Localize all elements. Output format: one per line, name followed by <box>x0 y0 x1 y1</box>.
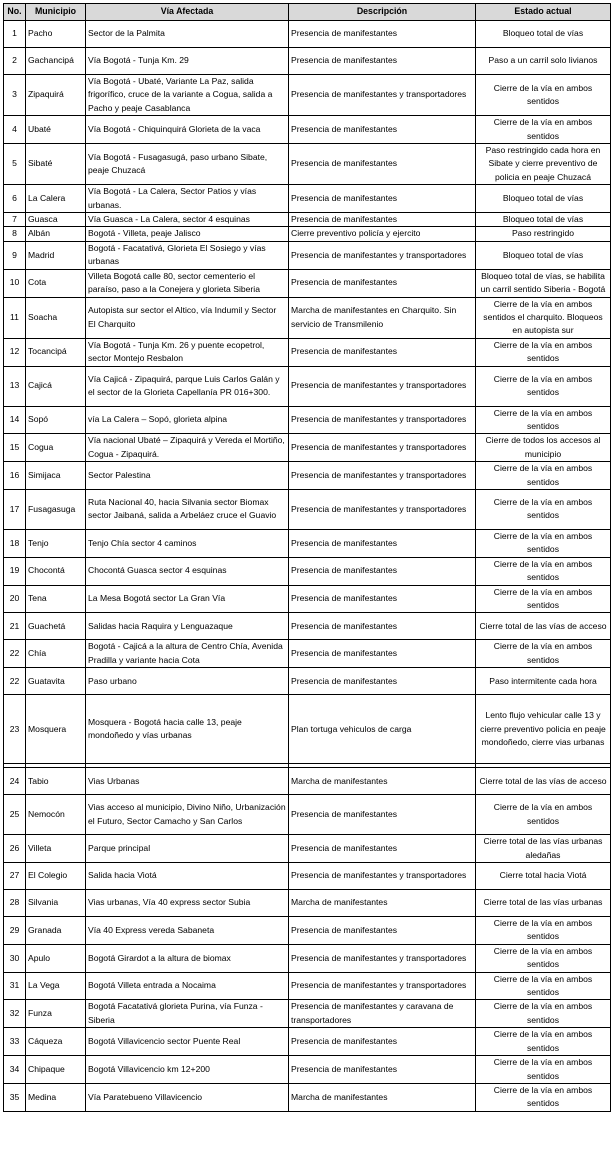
estado-actual-cell: Cierre total de las vías de acceso <box>476 768 611 795</box>
estado-actual-cell: Cierre de la vía en ambos sentidos <box>476 406 611 434</box>
municipio-cell: El Colegio <box>26 863 86 890</box>
municipio-cell: Sopó <box>26 406 86 434</box>
via-afectada-cell: vía La Calera – Sopó, glorieta alpina <box>86 406 289 434</box>
header-descripcion: Descripción <box>289 4 476 21</box>
via-afectada-cell: Villeta Bogotá calle 80, sector cementerio el paraíso, paso a la Conejera y glorieta Siberia <box>86 269 289 297</box>
estado-actual-cell: Cierre de todos los accesos al municipio <box>476 434 611 462</box>
row-number: 16 <box>4 462 26 490</box>
municipio-cell: Cota <box>26 269 86 297</box>
descripcion-cell: Presencia de manifestantes <box>289 557 476 585</box>
via-afectada-cell: Bogotá - Villeta, peaje Jalisco <box>86 227 289 241</box>
descripcion-cell: Presencia de manifestantes <box>289 338 476 366</box>
estado-actual-cell: Cierre de la vía en ambos sentidos <box>476 338 611 366</box>
table-row <box>4 890 611 917</box>
via-afectada-cell: La Mesa Bogotá sector La Gran Vía <box>86 585 289 613</box>
municipio-cell: Cajicá <box>26 366 86 406</box>
table-header-row <box>4 4 611 21</box>
municipio-cell: Guachetá <box>26 613 86 640</box>
municipio-cell: Guasca <box>26 213 86 227</box>
table-row <box>4 21 611 48</box>
table-row <box>4 1083 611 1111</box>
descripcion-cell: Presencia de manifestantes <box>289 269 476 297</box>
estado-actual-cell: Cierre de la vía en ambos sentidos <box>476 462 611 490</box>
municipio-cell: Tena <box>26 585 86 613</box>
municipio-cell: Cáqueza <box>26 1028 86 1056</box>
descripcion-cell: Cierre preventivo policía y ejercito <box>289 227 476 241</box>
via-afectada-cell: Vias acceso al municipio, Divino Niño, Urbanización el Futuro, Sector Camacho y San Carlos <box>86 795 289 835</box>
document-page <box>3 3 611 1112</box>
via-afectada-cell: Parque principal <box>86 835 289 863</box>
via-afectada-cell: Salida hacia Viotá <box>86 863 289 890</box>
via-afectada-cell: Sector Palestina <box>86 462 289 490</box>
estado-actual-cell: Lento flujo vehicular calle 13 y cierre preventivo policia en peaje mondoñedo, cierre vias urbanas <box>476 695 611 764</box>
descripcion-cell: Presencia de manifestantes y transportadores <box>289 972 476 1000</box>
descripcion-cell: Presencia de manifestantes <box>289 613 476 640</box>
row-number: 22 <box>4 640 26 668</box>
descripcion-cell: Presencia de manifestantes y transportadores <box>289 944 476 972</box>
descripcion-cell: Presencia de manifestantes <box>289 144 476 185</box>
header-estado-actual: Estado actual <box>476 4 611 21</box>
table-row <box>4 241 611 269</box>
table-row <box>4 75 611 116</box>
table-row <box>4 557 611 585</box>
via-afectada-cell: Vía Bogotá - La Calera, Sector Patios y vías urbanas. <box>86 185 289 213</box>
table-row <box>4 668 611 695</box>
descripcion-cell: Presencia de manifestantes <box>289 668 476 695</box>
table-row <box>4 227 611 241</box>
estado-actual-cell: Paso restringido cada hora en Sibate y cierre preventivo de policia en peaje Chuzacá <box>476 144 611 185</box>
descripcion-cell: Marcha de manifestantes <box>289 890 476 917</box>
via-afectada-cell: Mosquera - Bogotá hacia calle 13, peaje mondoñedo y vías urbanas <box>86 695 289 764</box>
header-no: No. <box>4 4 26 21</box>
descripcion-cell: Presencia de manifestantes <box>289 48 476 75</box>
via-afectada-cell: Sector de la Palmita <box>86 21 289 48</box>
municipio-cell: Apulo <box>26 944 86 972</box>
row-number: 6 <box>4 185 26 213</box>
estado-actual-cell: Cierre de la vía en ambos sentidos <box>476 917 611 945</box>
via-afectada-cell: Vía Bogotá - Tunja Km. 26 y puente ecopetrol, sector Montejo Resbalon <box>86 338 289 366</box>
table-row <box>4 1000 611 1028</box>
estado-actual-cell: Cierre de la vía en ambos sentidos <box>476 585 611 613</box>
municipio-cell: Medina <box>26 1083 86 1111</box>
descripcion-cell: Presencia de manifestantes y transportadores <box>289 462 476 490</box>
row-number: 26 <box>4 835 26 863</box>
descripcion-cell: Presencia de manifestantes <box>289 585 476 613</box>
estado-actual-cell: Cierre de la vía en ambos sentidos <box>476 489 611 529</box>
descripcion-cell: Presencia de manifestantes <box>289 185 476 213</box>
municipio-cell: Tocancipá <box>26 338 86 366</box>
table-row <box>4 269 611 297</box>
municipio-cell: Cogua <box>26 434 86 462</box>
table-row <box>4 795 611 835</box>
descripcion-cell: Presencia de manifestantes y transportadores <box>289 406 476 434</box>
municipio-cell: La Vega <box>26 972 86 1000</box>
table-row <box>4 613 611 640</box>
via-afectada-cell: Vía Bogotá - Ubaté, Variante La Paz, salida frigorífico, cruce de la variante a Cogua, salida a Pacho y peaje Casablanca <box>86 75 289 116</box>
table-row <box>4 1028 611 1056</box>
estado-actual-cell: Cierre de la vía en ambos sentidos <box>476 366 611 406</box>
estado-actual-cell: Paso a un carril solo livianos <box>476 48 611 75</box>
estado-actual-cell: Cierre total de las vías urbanas aledañas <box>476 835 611 863</box>
descripcion-cell: Presencia de manifestantes y caravana de transportadores <box>289 1000 476 1028</box>
row-number: 7 <box>4 213 26 227</box>
row-number: 22 <box>4 668 26 695</box>
estado-actual-cell: Cierre de la vía en ambos sentidos <box>476 75 611 116</box>
row-number: 8 <box>4 227 26 241</box>
via-afectada-cell: Bogotá Villavicencio km 12+200 <box>86 1056 289 1084</box>
row-number: 10 <box>4 269 26 297</box>
descripcion-cell: Presencia de manifestantes <box>289 795 476 835</box>
row-number: 2 <box>4 48 26 75</box>
estado-actual-cell: Bloqueo total de vías, se habilita un carril sentido Siberia - Bogotá <box>476 269 611 297</box>
municipio-cell: Gachancipá <box>26 48 86 75</box>
via-afectada-cell: Salidas hacia Raquira y Lenguazaque <box>86 613 289 640</box>
municipio-cell: Fusagasuga <box>26 489 86 529</box>
table-row <box>4 213 611 227</box>
descripcion-cell: Presencia de manifestantes <box>289 21 476 48</box>
municipio-cell: Tenjo <box>26 529 86 557</box>
blockades-table <box>3 3 611 1112</box>
estado-actual-cell: Cierre de la vía en ambos sentidos <box>476 795 611 835</box>
descripcion-cell: Marcha de manifestantes <box>289 1083 476 1111</box>
municipio-cell: Chocontá <box>26 557 86 585</box>
municipio-cell: Sibaté <box>26 144 86 185</box>
table-row <box>4 297 611 338</box>
table-row <box>4 366 611 406</box>
row-number: 33 <box>4 1028 26 1056</box>
municipio-cell: Villeta <box>26 835 86 863</box>
via-afectada-cell: Vía 40 Express vereda Sabaneta <box>86 917 289 945</box>
municipio-cell: La Calera <box>26 185 86 213</box>
descripcion-cell: Presencia de manifestantes <box>289 1028 476 1056</box>
table-row <box>4 944 611 972</box>
estado-actual-cell: Cierre total de las vías urbanas <box>476 890 611 917</box>
descripcion-cell: Presencia de manifestantes <box>289 640 476 668</box>
table-row <box>4 1056 611 1084</box>
row-number: 17 <box>4 489 26 529</box>
via-afectada-cell: Vía Bogotá - Chiquinquirá Glorieta de la vaca <box>86 116 289 144</box>
estado-actual-cell: Cierre de la vía en ambos sentidos <box>476 1000 611 1028</box>
descripcion-cell: Presencia de manifestantes <box>289 213 476 227</box>
table-row <box>4 695 611 764</box>
row-number: 3 <box>4 75 26 116</box>
table-row <box>4 917 611 945</box>
table-row <box>4 406 611 434</box>
table-row <box>4 863 611 890</box>
estado-actual-cell: Cierre de la vía en ambos sentidos el charquito. Bloqueos en autopista sur <box>476 297 611 338</box>
table-row <box>4 338 611 366</box>
descripcion-cell: Presencia de manifestantes y transportadores <box>289 863 476 890</box>
row-number: 24 <box>4 768 26 795</box>
row-number: 23 <box>4 695 26 764</box>
descripcion-cell: Presencia de manifestantes y transportadores <box>289 75 476 116</box>
row-number: 32 <box>4 1000 26 1028</box>
row-number: 21 <box>4 613 26 640</box>
descripcion-cell: Presencia de manifestantes <box>289 917 476 945</box>
estado-actual-cell: Cierre de la vía en ambos sentidos <box>476 972 611 1000</box>
row-number: 11 <box>4 297 26 338</box>
row-number: 1 <box>4 21 26 48</box>
estado-actual-cell: Cierre de la vía en ambos sentidos <box>476 557 611 585</box>
row-number: 31 <box>4 972 26 1000</box>
table-row <box>4 529 611 557</box>
table-row <box>4 185 611 213</box>
estado-actual-cell: Bloqueo total de vías <box>476 213 611 227</box>
estado-actual-cell: Paso restringido <box>476 227 611 241</box>
via-afectada-cell: Chocontá Guasca sector 4 esquinas <box>86 557 289 585</box>
via-afectada-cell: Tenjo Chía sector 4 caminos <box>86 529 289 557</box>
table-row <box>4 48 611 75</box>
municipio-cell: Guatavita <box>26 668 86 695</box>
row-number: 9 <box>4 241 26 269</box>
municipio-cell: Nemocón <box>26 795 86 835</box>
municipio-cell: Silvania <box>26 890 86 917</box>
row-number: 25 <box>4 795 26 835</box>
table-row <box>4 144 611 185</box>
via-afectada-cell: Bogotá Villavicencio sector Puente Real <box>86 1028 289 1056</box>
descripcion-cell: Presencia de manifestantes y transportadores <box>289 434 476 462</box>
via-afectada-cell: Ruta Nacional 40, hacia Silvania sector Biomax sector Jaibaná, salida a Arbeláez cruce el Guavio <box>86 489 289 529</box>
row-number: 35 <box>4 1083 26 1111</box>
via-afectada-cell: Vía Cajicá - Zipaquirá, parque Luis Carlos Galán y el sector de la Glorieta Capellanía PR 016+300. <box>86 366 289 406</box>
row-number: 12 <box>4 338 26 366</box>
table-row <box>4 462 611 490</box>
header-municipio: Municipio <box>26 4 86 21</box>
municipio-cell: Funza <box>26 1000 86 1028</box>
municipio-cell: Chía <box>26 640 86 668</box>
via-afectada-cell: Bogotá - Facatativá, Glorieta El Sosiego y vías urbanas <box>86 241 289 269</box>
row-number: 19 <box>4 557 26 585</box>
table-row <box>4 489 611 529</box>
estado-actual-cell: Cierre de la vía en ambos sentidos <box>476 944 611 972</box>
table-row <box>4 434 611 462</box>
estado-actual-cell: Cierre de la vía en ambos sentidos <box>476 529 611 557</box>
via-afectada-cell: Vía Paratebueno Villavicencio <box>86 1083 289 1111</box>
table-row <box>4 640 611 668</box>
municipio-cell: Mosquera <box>26 695 86 764</box>
descripcion-cell: Marcha de manifestantes en Charquito. Sin servicio de Transmilenio <box>289 297 476 338</box>
descripcion-cell: Presencia de manifestantes y transportadores <box>289 241 476 269</box>
municipio-cell: Granada <box>26 917 86 945</box>
municipio-cell: Albán <box>26 227 86 241</box>
via-afectada-cell: Autopista sur sector el Altico, vía Indumil y Sector El Charquito <box>86 297 289 338</box>
table-row <box>4 585 611 613</box>
descripcion-cell: Plan tortuga vehiculos de carga <box>289 695 476 764</box>
row-number: 28 <box>4 890 26 917</box>
header-via-afectada: Vía Afectada <box>86 4 289 21</box>
table-body <box>4 21 611 1112</box>
row-number: 29 <box>4 917 26 945</box>
estado-actual-cell: Cierre total de las vías de acceso <box>476 613 611 640</box>
estado-actual-cell: Cierre de la vía en ambos sentidos <box>476 1028 611 1056</box>
row-number: 20 <box>4 585 26 613</box>
via-afectada-cell: Bogotá Girardot a la altura de biomax <box>86 944 289 972</box>
municipio-cell: Simijaca <box>26 462 86 490</box>
row-number: 30 <box>4 944 26 972</box>
estado-actual-cell: Cierre total hacia Viotá <box>476 863 611 890</box>
municipio-cell: Ubaté <box>26 116 86 144</box>
municipio-cell: Zipaquirá <box>26 75 86 116</box>
row-number: 5 <box>4 144 26 185</box>
descripcion-cell: Marcha de manifestantes <box>289 768 476 795</box>
table-row <box>4 768 611 795</box>
row-number: 34 <box>4 1056 26 1084</box>
descripcion-cell: Presencia de manifestantes y transportadores <box>289 489 476 529</box>
descripcion-cell: Presencia de manifestantes <box>289 835 476 863</box>
row-number: 18 <box>4 529 26 557</box>
municipio-cell: Pacho <box>26 21 86 48</box>
via-afectada-cell: Bogotá - Cajicá a la altura de Centro Chía, Avenida Pradilla y variante hacia Cota <box>86 640 289 668</box>
row-number: 14 <box>4 406 26 434</box>
row-number: 15 <box>4 434 26 462</box>
via-afectada-cell: Bogotá Facatativá glorieta Purina, vía Funza - Siberia <box>86 1000 289 1028</box>
via-afectada-cell: Vias Urbanas <box>86 768 289 795</box>
table-row <box>4 116 611 144</box>
estado-actual-cell: Cierre de la vía en ambos sentidos <box>476 640 611 668</box>
descripcion-cell: Presencia de manifestantes <box>289 529 476 557</box>
estado-actual-cell: Bloqueo total de vías <box>476 241 611 269</box>
municipio-cell: Madrid <box>26 241 86 269</box>
estado-actual-cell: Paso intermitente cada hora <box>476 668 611 695</box>
row-number: 13 <box>4 366 26 406</box>
via-afectada-cell: Vía Bogotá - Fusagasugá, paso urbano Sibate, peaje Chuzacá <box>86 144 289 185</box>
municipio-cell: Tabio <box>26 768 86 795</box>
descripcion-cell: Presencia de manifestantes <box>289 1056 476 1084</box>
estado-actual-cell: Cierre de la vía en ambos sentidos <box>476 116 611 144</box>
via-afectada-cell: Vía Guasca - La Calera, sector 4 esquinas <box>86 213 289 227</box>
via-afectada-cell: Bogotá Villeta entrada a Nocaima <box>86 972 289 1000</box>
row-number: 4 <box>4 116 26 144</box>
municipio-cell: Chipaque <box>26 1056 86 1084</box>
via-afectada-cell: Vía Bogotá - Tunja Km. 29 <box>86 48 289 75</box>
table-row <box>4 972 611 1000</box>
estado-actual-cell: Cierre de la vía en ambos sentidos <box>476 1056 611 1084</box>
row-number: 27 <box>4 863 26 890</box>
descripcion-cell: Presencia de manifestantes y transportadores <box>289 366 476 406</box>
via-afectada-cell: Paso urbano <box>86 668 289 695</box>
table-row <box>4 835 611 863</box>
estado-actual-cell: Bloqueo total de vías <box>476 185 611 213</box>
estado-actual-cell: Cierre de la vía en ambos sentidos <box>476 1083 611 1111</box>
municipio-cell: Soacha <box>26 297 86 338</box>
estado-actual-cell: Bloqueo total de vías <box>476 21 611 48</box>
descripcion-cell: Presencia de manifestantes <box>289 116 476 144</box>
via-afectada-cell: Vias urbanas, Vía 40 express sector Subia <box>86 890 289 917</box>
via-afectada-cell: Vía nacional Ubaté – Zipaquirá y Vereda el Mortiño, Cogua - Zipaquirá. <box>86 434 289 462</box>
